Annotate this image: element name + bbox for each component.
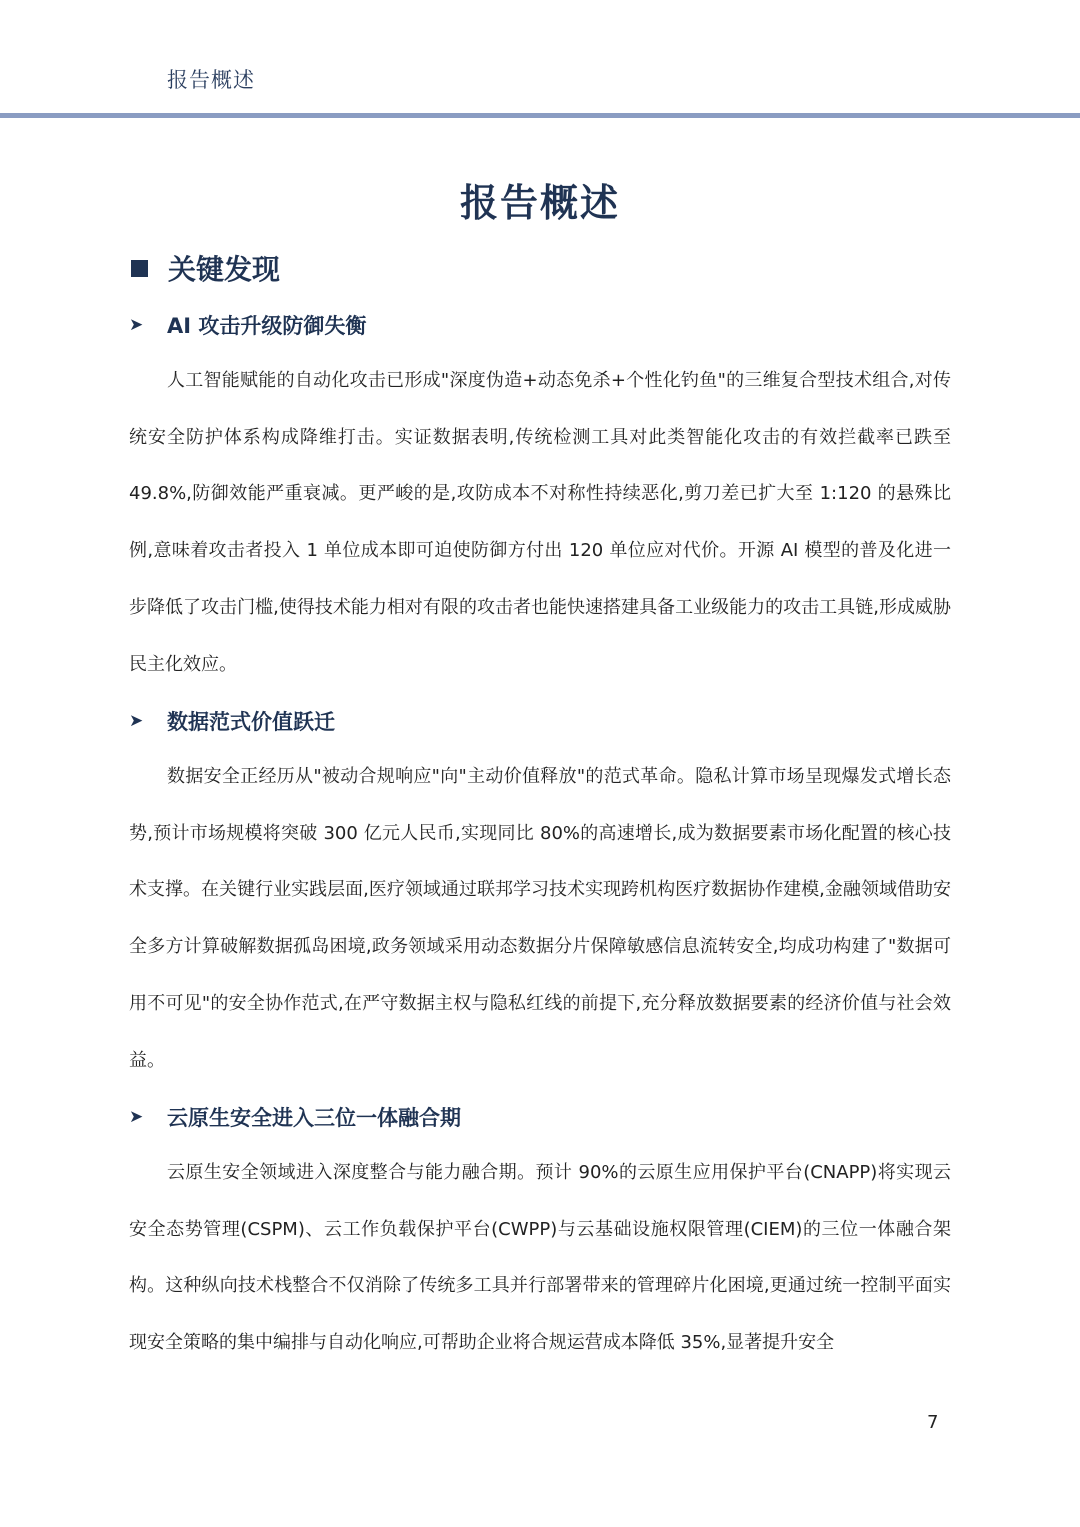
subsection-heading-data-paradigm bbox=[129, 706, 335, 736]
paragraph-data-paradigm: 数据安全正经历从"被动合规响应"向"主动价值释放"的范式革命。隐私计算市场呈现爆发式增长态势,预计市场规模将突破 300 亿元人民币,实现同比 80%的高速增长,成为数据要素市场化配置的核心技术支撑。在关键行业实践层面,医疗领域通过联邦学习技术实现跨机构医疗数据协作建模,金融领域借助安全多方计算破解数据孤岛困境,政务领域采用动态数据分片保障敏感信息流转安全,均成功构建了"数据可用不可见"的安全协作范式,在严守数据主权与隐私红线的前提下,充分释放数据要素的经济价值与社会效益。 bbox=[129, 766, 951, 1071]
arrow-bullet-icon: ➤ bbox=[129, 1107, 144, 1127]
subsection-heading-label: AI 攻击升级防御失衡 bbox=[167, 314, 367, 338]
subsection-heading-cloud-native bbox=[129, 1102, 461, 1132]
arrow-bullet-icon: ➤ bbox=[129, 315, 144, 335]
page-title: 报告概述 bbox=[459, 181, 620, 225]
page-number: 7 bbox=[927, 1412, 939, 1433]
paragraph-ai-attack: 人工智能赋能的自动化攻击已形成"深度伪造+动态免杀+个性化钓鱼"的三维复合型技术组合,对传统安全防护体系构成降维打击。实证数据表明,传统检测工具对此类智能化攻击的有效拦截率已跌至 49.8%,防御效能严重衰减。更严峻的是,攻防成本不对称性持续恶化,剪刀差已扩大至 1:120 的悬殊比例,意味着攻击者投入 1 单位成本即可迫使防御方付出 120 单位应对代价。开源 AI 模型的普及化进一步降低了攻击门槛,使得技术能力相对有限的攻击者也能快速搭建具备工业级能力的攻击工具链,形成威胁民主化效应。 bbox=[129, 370, 951, 675]
section-heading-label: 关键发现 bbox=[168, 253, 281, 286]
arrow-bullet-icon: ➤ bbox=[129, 711, 144, 731]
subsection-heading-label: 数据范式价值跃迁 bbox=[167, 710, 335, 734]
square-bullet-icon bbox=[131, 260, 148, 277]
running-header-title: 报告概述 bbox=[167, 68, 255, 92]
header-divider bbox=[0, 113, 1080, 118]
section-heading-key-findings bbox=[131, 248, 280, 288]
paragraph-cloud-native: 云原生安全领域进入深度整合与能力融合期。预计 90%的云原生应用保护平台(CNAPP)将实现云安全态势管理(CSPM)、云工作负载保护平台(CWPP)与云基础设施权限管理(CIEM)的三位一体融合架构。这种纵向技术栈整合不仅消除了传统多工具并行部署带来的管理碎片化困境,更通过统一控制平面实现安全策略的集中编排与自动化响应,可帮助企业将合规运营成本降低 35%,显著提升安全 bbox=[129, 1162, 951, 1354]
subsection-heading-ai-attack bbox=[129, 310, 366, 340]
subsection-heading-label: 云原生安全进入三位一体融合期 bbox=[167, 1106, 461, 1130]
